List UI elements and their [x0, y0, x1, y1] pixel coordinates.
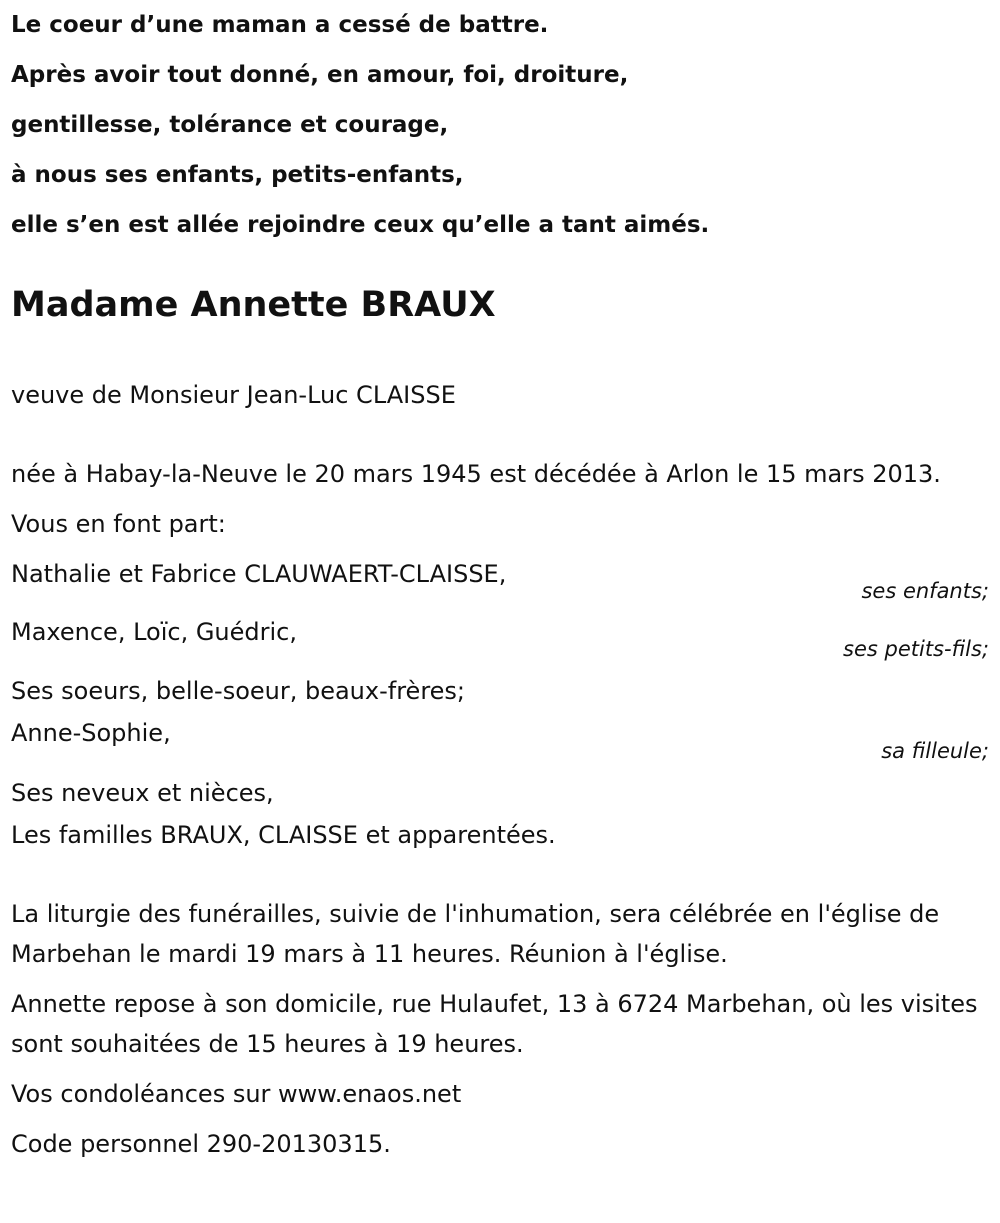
family-siblings-names: Ses soeurs, belle-soeur, beaux-frères;	[11, 677, 466, 705]
poem-line-4: à nous ses enfants, petits-enfants,	[11, 162, 464, 188]
poem-line-5: elle s’en est allée rejoindre ceux qu’elle a tant aimés.	[11, 212, 710, 238]
family-children-role: ses enfants;	[861, 579, 989, 603]
poem-line-1: Le coeur d’une maman a cessé de battre.	[11, 12, 549, 38]
poem-line-3: gentillesse, tolérance et courage,	[11, 112, 449, 138]
memorial-poem	[11, 0, 989, 250]
birth-death-line: née à Habay-la-Neuve le 20 mars 1945 est décédée à Arlon le 15 mars 2013.	[11, 460, 941, 488]
obituary-notice	[11, 0, 989, 1164]
family-children-names: Nathalie et Fabrice CLAUWAERT-CLAISSE,	[11, 560, 507, 588]
family-nephews-names: Ses neveux et nièces,	[11, 779, 274, 807]
deceased-name: Madame Annette BRAUX	[11, 285, 496, 325]
family-goddaughter-role: sa filleule;	[881, 739, 989, 763]
widow-of-line: veuve de Monsieur Jean-Luc CLAISSE	[11, 381, 456, 409]
personal-code: Code personnel 290-20130315.	[11, 1130, 391, 1158]
condolences-line: Vos condoléances sur www.enaos.net	[11, 1080, 462, 1108]
announcement-intro: Vous en font part:	[11, 510, 226, 538]
family-relatives-names: Les familles BRAUX, CLAISSE et apparentées.	[11, 821, 556, 849]
family-grandchildren-role: ses petits-fils;	[843, 637, 989, 661]
poem-line-2: Après avoir tout donné, en amour, foi, droiture,	[11, 62, 629, 88]
visitation-info: Annette repose à son domicile, rue Hulaufet, 13 à 6724 Marbehan, où les visites sont souhaitées de 15 heures à 19 heures.	[11, 990, 978, 1058]
family-grandchildren-names: Maxence, Loïc, Guédric,	[11, 618, 297, 646]
family-goddaughter-names: Anne-Sophie,	[11, 719, 171, 747]
funeral-liturgy: La liturgie des funérailles, suivie de l'inhumation, sera célébrée en l'église de Marbehan le mardi 19 mars à 11 heures. Réunion à l'église.	[11, 900, 940, 968]
